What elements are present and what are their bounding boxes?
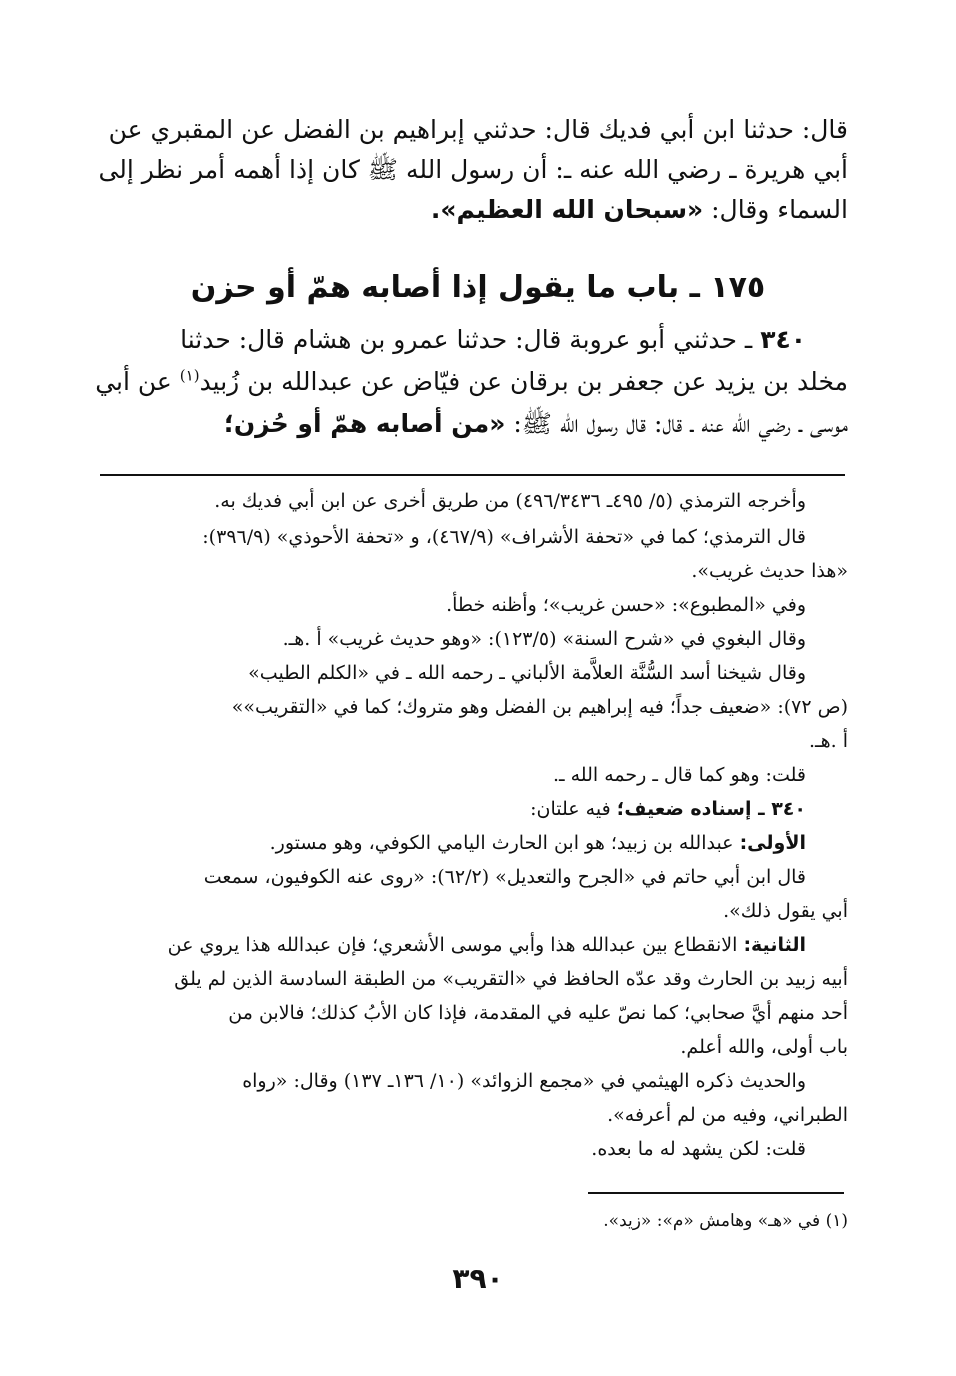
footnote-line-5: وقال البغوي في «شرح السنة» (١٢٣/٥): «وهو حديث غريب» أ .هـ. bbox=[282, 628, 806, 650]
footnote-line-17: باب أولى، والله أعلم. bbox=[680, 1036, 848, 1058]
footnote-line-13: أبي يقول ذلك». bbox=[723, 900, 848, 922]
footnote-line-8: أ .هـ. bbox=[809, 730, 848, 752]
main-line-3 bbox=[431, 192, 848, 228]
footnote-line-3: «هذا حديث غريب». bbox=[691, 560, 848, 582]
footnote-line-12: قال ابن أبي حاتم في «الجرح والتعديل» (٦٢/٢): «روى عنه الكوفيون، سمعت bbox=[203, 866, 806, 888]
footnote-line-6: وقال شيخنا أسد السُّنَّة العلاَّمة الألباني ـ رحمه الله ـ في «الكلم الطيب» bbox=[248, 662, 806, 684]
margin-note-separator bbox=[588, 1192, 844, 1194]
main-line-2: أبي هريرة ـ رضي الله عنه ـ: أن رسول الله ﷺ كان إذا أهمه أمر نظر إلى bbox=[98, 155, 848, 184]
second-defect-text: الانقطاع بين عبدالله هذا وأبي موسى الأشعري؛ فإن عبدالله هذا يروي عن bbox=[167, 934, 744, 956]
hadith-340-line-2 bbox=[95, 364, 848, 400]
hadith-340-line-2-a: مخلد بن يزيد عن جعفر بن برقان عن فيّاض عن عبدالله بن زُبيد bbox=[199, 367, 848, 396]
footnote-line-4: وفي «المطبوع»: «حسن غريب»؛ وأظنه خطأ. bbox=[446, 594, 806, 616]
hadith-340-line-2-b: عن أبي bbox=[95, 367, 180, 396]
margin-note: (١) في «هـ» وهامش «م»: «زيد». bbox=[603, 1211, 848, 1231]
page-number: ٣٩٠ bbox=[452, 1262, 504, 1295]
main-line-1: قال: حدثنا ابن أبي فديك قال: حدثني إبراهيم بن الفضل عن المقبري عن bbox=[108, 115, 848, 144]
hadith-340-line-3 bbox=[224, 406, 848, 442]
footnote-line-1: وأخرجه الترمذي (٥/ ٤٩٥ـ ٤٩٦/٣٤٣٦) من طريق أخرى عن ابن أبي فديك به. bbox=[214, 490, 806, 512]
footnote-line-18: والحديث ذكره الهيثمي في «مجمع الزوائد» (١٠/ ١٣٦ـ ١٣٧) وقال: «رواه bbox=[242, 1070, 806, 1092]
footnote-line-9: قلت: وهو كما قال ـ رحمه الله ـ. bbox=[552, 764, 806, 786]
main-line-3-bold: «سبحان الله العظيم». bbox=[430, 195, 704, 224]
footnote-line-11 bbox=[270, 828, 806, 858]
hadith-340-line-1-rest: ـ حدثني أبو عروبة قال: حدثنا عمرو بن هشام قال: حدثنا bbox=[180, 325, 761, 354]
isnad-verdict-rest: فيه علتان: bbox=[530, 798, 617, 820]
first-defect-text: عبدالله بن زبيد؛ هو ابن الحارث اليامي الكوفي، وهو مستور. bbox=[269, 832, 740, 854]
first-defect-label: الأولى: bbox=[739, 832, 806, 854]
footnote-line-14 bbox=[168, 930, 806, 960]
footnote-line-2: قال الترمذي؛ كما في «تحفة الأشراف» (٤٦٧/٩)، و «تحفة الأحوذي» (٣٩٦/٩): bbox=[202, 526, 806, 548]
chapter-heading: ١٧٥ ـ باب ما يقول إذا أصابه همّ أو حزن bbox=[190, 270, 766, 305]
footnote-line-7: (ص ٧٢): «ضعيف جداً؛ فيه إبراهيم بن الفضل وهو متروك؛ كما في «التقريب»» bbox=[231, 696, 848, 718]
hadith-number: ٣٤٠ bbox=[760, 325, 806, 354]
hadith-340-line-1 bbox=[180, 322, 806, 358]
footnote-line-10 bbox=[530, 794, 806, 824]
isnad-verdict: ٣٤٠ ـ إسناده ضعيف؛ bbox=[616, 798, 806, 820]
footnote-marker: (١) bbox=[179, 366, 200, 385]
hadith-340-line-3-bold: «من أصابه همّ أو حُزن؛ bbox=[223, 409, 506, 438]
second-defect-label: الثانية: bbox=[743, 934, 806, 956]
hadith-340-line-3-prefix: موسى ـ رضي الله عنه ـ قال: قال رسول الله ﷺ: bbox=[505, 409, 848, 438]
footnote-line-16: أحد منهم أيَّ صحابي؛ كما نصّ عليه في المقدمة، فإذا كان الأبُ كذلك؛ فالابن من bbox=[228, 1002, 848, 1024]
footnote-line-20: قلت: لكن يشهد له ما بعده. bbox=[591, 1138, 806, 1160]
footnote-line-15: أبيه زبيد بن الحارث وقد عدّه الحافظ في «التقريب» من الطبقة السادسة الذين لم يلق bbox=[174, 968, 848, 990]
footnote-separator bbox=[100, 474, 845, 476]
main-line-3-prefix: السماء وقال: bbox=[703, 195, 848, 224]
footnote-line-19: الطبراني، وفيه من لم أعرفه». bbox=[607, 1104, 848, 1126]
